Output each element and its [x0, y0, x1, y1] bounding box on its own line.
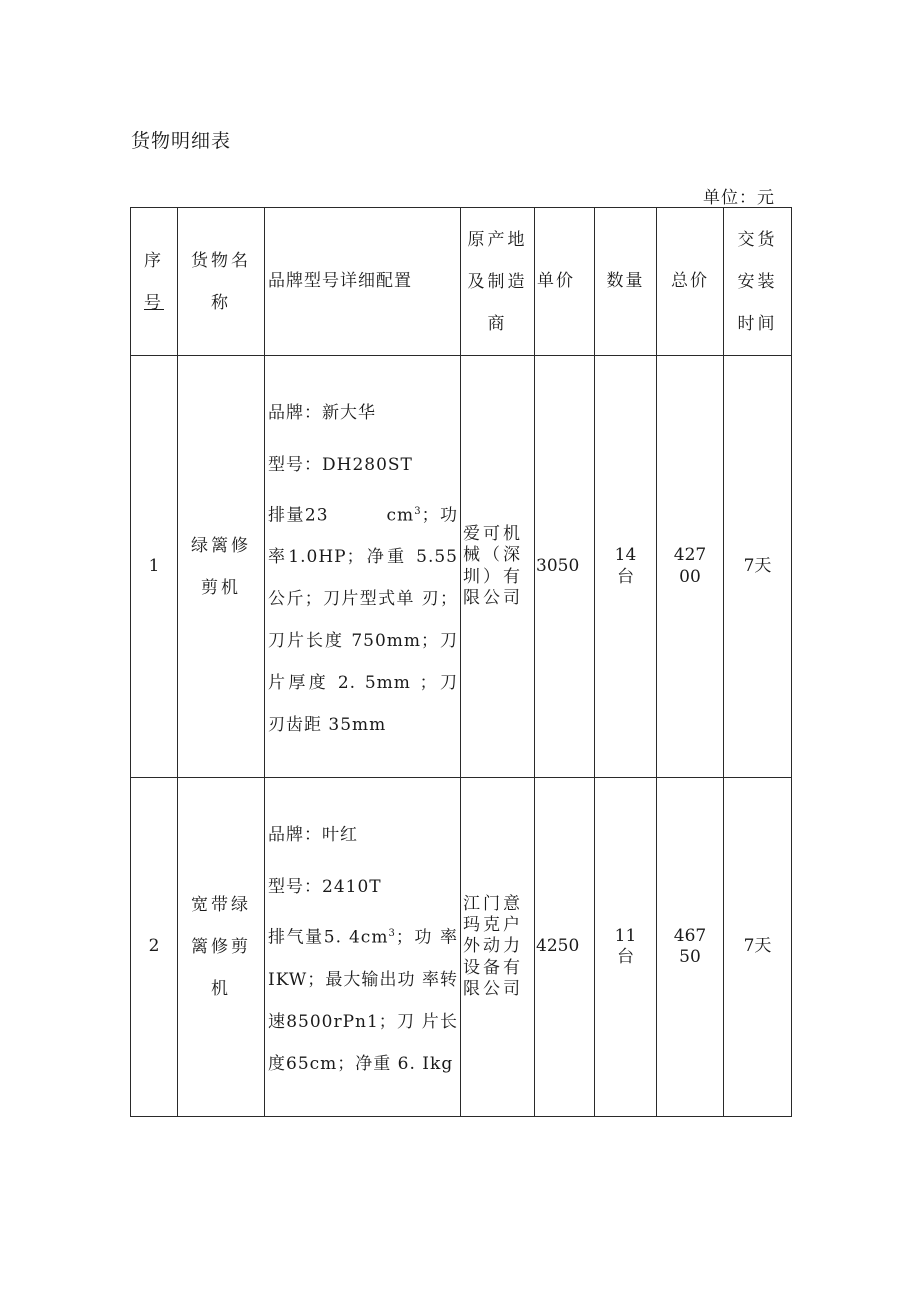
cell-total: 42700: [657, 356, 724, 778]
spec-text: 排量23 $cm^3$；功率1.0HP；净重 5.55 公斤；刀片型式单 刃；刀片长度 750mm；刀片厚度 2. 5mm ；刀刃齿距 35mm: [268, 505, 459, 736]
cell-seq: 1: [131, 356, 178, 778]
model-line: 型号：DH280ST: [268, 454, 413, 475]
header-row: [131, 208, 792, 356]
cell-detail: [265, 778, 461, 1117]
table-row: [131, 778, 792, 1117]
header-name: [178, 208, 265, 356]
cell-origin: 爱可机械（深圳）有限公司: [461, 356, 535, 778]
header-delivery-text: 交货安装时间: [737, 229, 778, 334]
document-title: 货物明细表: [131, 130, 232, 152]
header-total-text: 总价: [671, 270, 709, 291]
unit-label: 单位：元: [703, 188, 775, 208]
cell-name: 宽带绿篱修剪机: [178, 778, 265, 1117]
header-delivery: [724, 208, 792, 356]
header-detail: [265, 208, 461, 356]
cell-origin: 江门意玛克户外动力设备有限公司: [461, 778, 535, 1117]
cell-delivery: 7天: [724, 356, 792, 778]
cell-unit-price: 3050: [535, 356, 595, 778]
cell-delivery: 7天: [724, 778, 792, 1117]
cell-unit-price: 4250: [535, 778, 595, 1117]
cell-total: 46750: [657, 778, 724, 1117]
header-seq-a: 序: [144, 250, 164, 271]
header-name-text: 货物名称: [191, 250, 251, 313]
header-seq-b: 号: [144, 292, 164, 313]
header-origin-text: 原产地及制造商: [467, 229, 528, 334]
spec-text: 排气量5. $4cm^3$；功 率IKW；最大输出功 率转速8500rPn1；刀 片长度65cm；净重 6. Ikg: [268, 927, 458, 1074]
brand-line: 品牌：新大华: [268, 402, 376, 423]
header-unit-price: [535, 208, 595, 356]
cell-qty: 14台: [595, 356, 657, 778]
header-total: [657, 208, 724, 356]
header-unit-price-text: 单价: [537, 270, 575, 291]
header-origin: [461, 208, 535, 356]
model-line: 型号：2410T: [268, 877, 382, 898]
goods-detail-table: [130, 207, 792, 1117]
cell-seq: 2: [131, 778, 178, 1117]
cell-qty: 11台: [595, 778, 657, 1117]
cell-name: 绿篱修剪机: [178, 356, 265, 778]
brand-line: 品牌：叶红: [268, 825, 358, 846]
header-qty: [595, 208, 657, 356]
header-qty-text: 数量: [606, 270, 645, 291]
cell-detail: [265, 356, 461, 778]
table-row: [131, 356, 792, 778]
header-seq: [131, 208, 178, 356]
header-detail-text: 品牌型号详细配置: [268, 270, 412, 291]
